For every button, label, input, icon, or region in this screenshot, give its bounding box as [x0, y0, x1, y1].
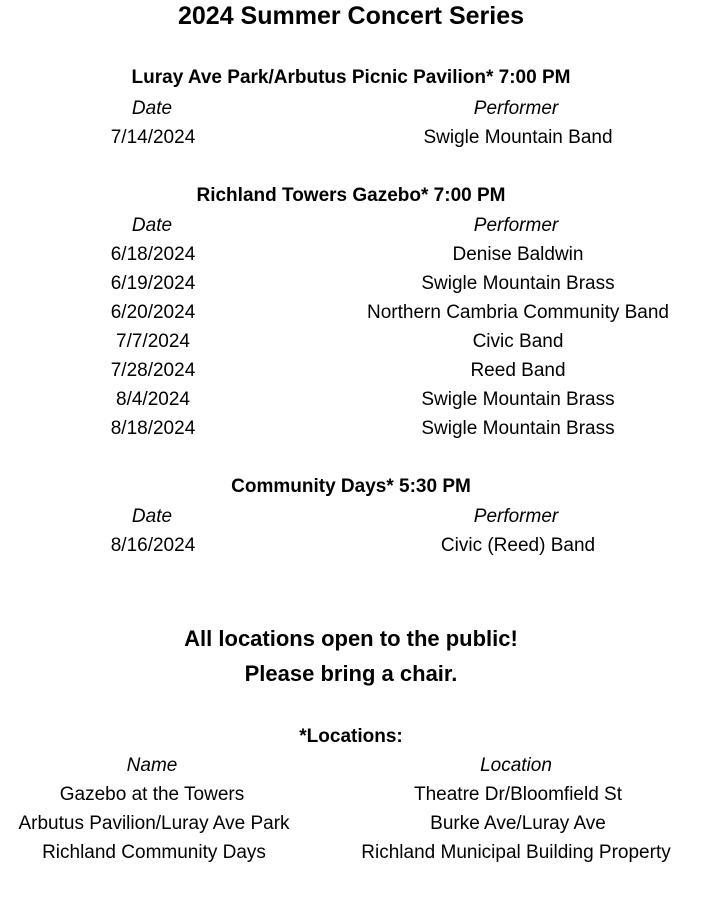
location-row-name: Gazebo at the Towers [59, 784, 245, 805]
date-column-header: Date [131, 98, 173, 119]
location-row-address: Burke Ave/Luray Ave [430, 813, 606, 834]
table-row-performer: Denise Baldwin [452, 244, 584, 265]
table-row-date: 8/18/2024 [110, 418, 196, 439]
table-row-date: 7/28/2024 [110, 360, 196, 381]
table-row-performer: Reed Band [470, 360, 566, 381]
location-row-name: Richland Community Days [42, 842, 266, 863]
section-heading-community-days: Community Days* 5:30 PM [231, 476, 471, 497]
table-row-date: 8/4/2024 [116, 389, 190, 410]
chair-notice: Please bring a chair. [244, 661, 458, 686]
table-row-performer: Civic (Reed) Band [440, 535, 596, 556]
locations-heading: *Locations: [299, 726, 403, 747]
name-column-header: Name [126, 755, 178, 776]
table-row-date: 6/20/2024 [110, 302, 196, 323]
date-column-header: Date [131, 506, 173, 527]
table-row-date: 7/14/2024 [110, 127, 196, 148]
page-title: 2024 Summer Concert Series [177, 2, 525, 30]
date-column-header: Date [131, 215, 173, 236]
table-row-date: 6/18/2024 [110, 244, 196, 265]
location-row-address: Theatre Dr/Bloomfield St [413, 784, 623, 805]
table-row-date: 8/16/2024 [110, 535, 196, 556]
table-row-performer: Swigle Mountain Band [423, 127, 613, 148]
table-row-performer: Swigle Mountain Brass [421, 418, 615, 439]
section-heading-luray: Luray Ave Park/Arbutus Picnic Pavilion* 7:00 PM [131, 67, 571, 88]
performer-column-header: Performer [473, 506, 559, 527]
table-row-performer: Civic Band [472, 331, 564, 352]
table-row-performer: Swigle Mountain Brass [421, 273, 615, 294]
location-column-header: Location [480, 755, 552, 776]
section-heading-gazebo: Richland Towers Gazebo* 7:00 PM [196, 185, 506, 206]
table-row-date: 6/19/2024 [110, 273, 196, 294]
public-notice: All locations open to the public! [184, 626, 518, 651]
table-row-performer: Swigle Mountain Brass [421, 389, 615, 410]
performer-column-header: Performer [473, 98, 559, 119]
location-row-name: Arbutus Pavilion/Luray Ave Park [18, 813, 290, 834]
location-row-address: Richland Municipal Building Property [361, 842, 671, 863]
table-row-date: 7/7/2024 [116, 331, 190, 352]
performer-column-header: Performer [473, 215, 559, 236]
table-row-performer: Northern Cambria Community Band [366, 302, 670, 323]
